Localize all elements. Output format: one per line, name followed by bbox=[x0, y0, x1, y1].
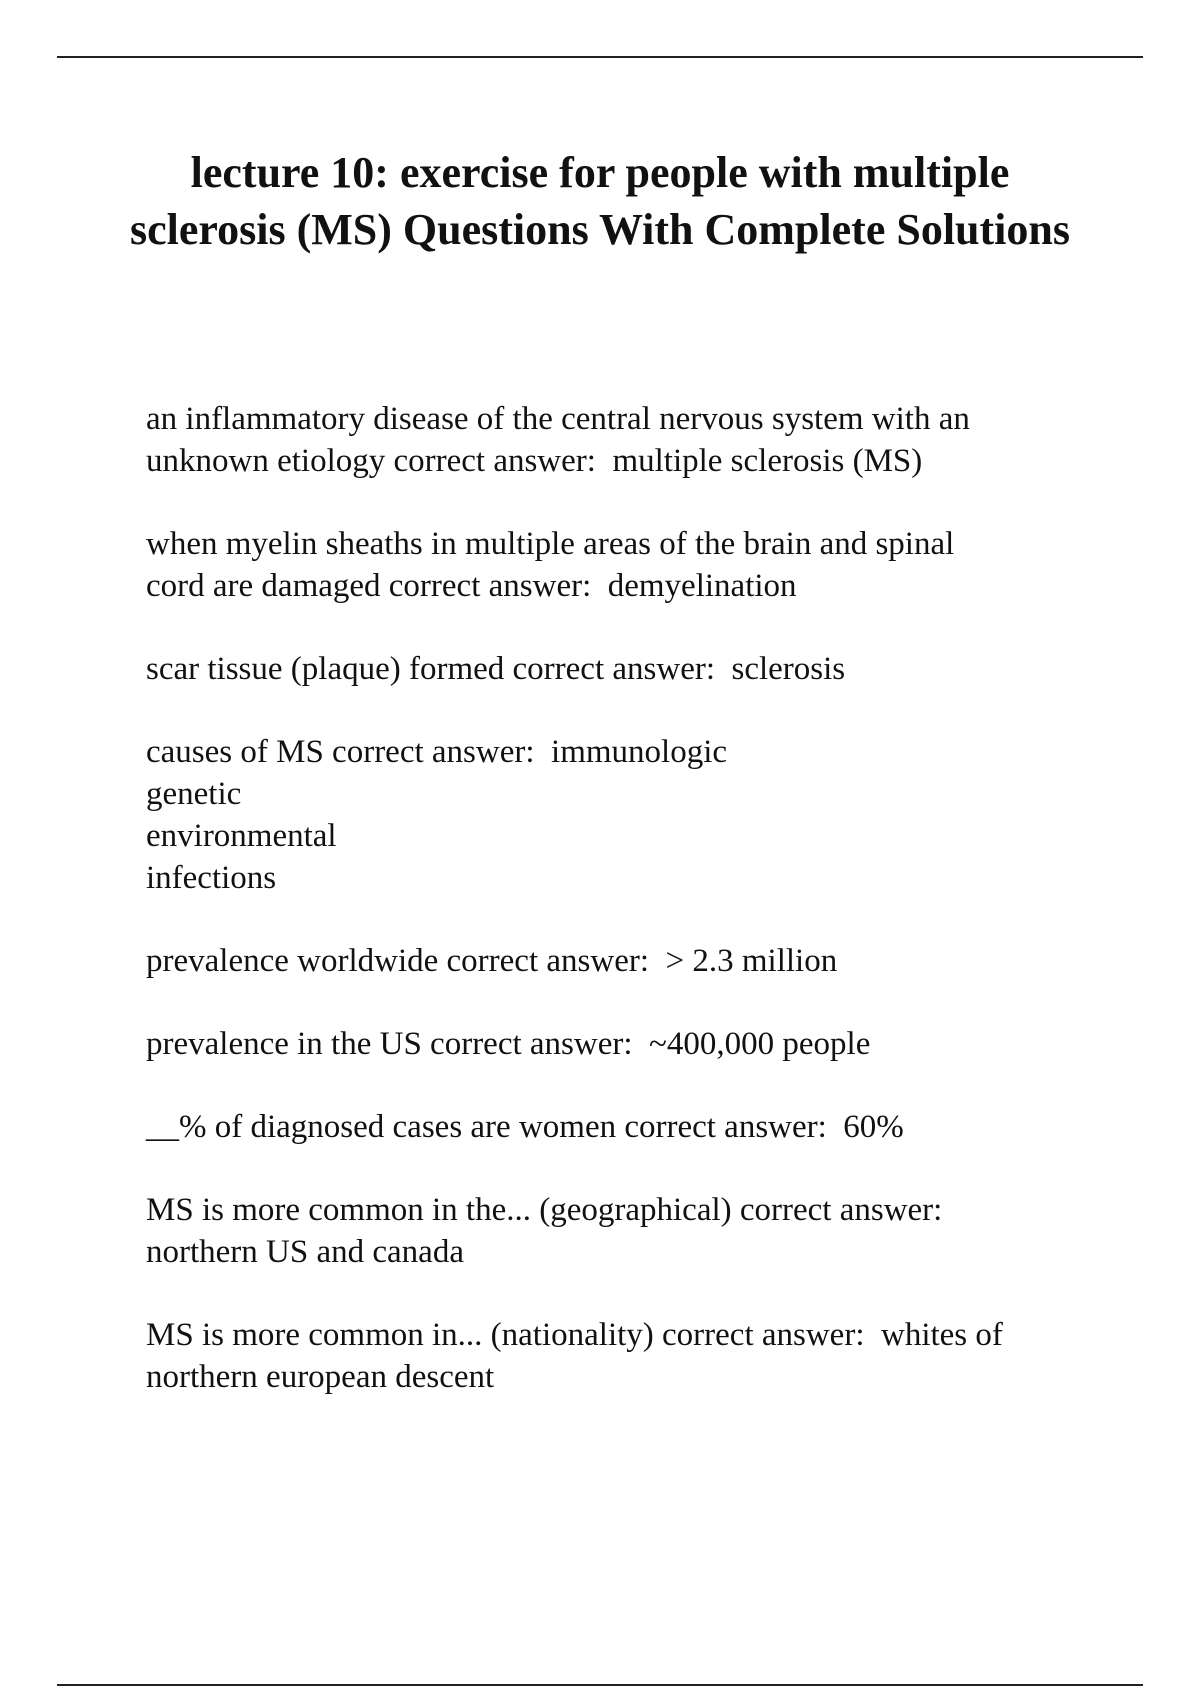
qa-line: infections bbox=[146, 860, 277, 896]
qa-line: unknown etiology correct answer: multiple sclerosis (MS) bbox=[146, 443, 923, 479]
qa-line: prevalence in the US correct answer: ~400,000 people bbox=[146, 1026, 871, 1062]
qa-line: environmental bbox=[146, 818, 337, 854]
qa-line: when myelin sheaths in multiple areas of the brain and spinal bbox=[146, 526, 955, 562]
qa-line: __% of diagnosed cases are women correct answer: 60% bbox=[146, 1109, 904, 1145]
qa-line: prevalence worldwide correct answer: > 2.3 million bbox=[146, 943, 838, 979]
qa-line: northern US and canada bbox=[146, 1234, 464, 1270]
qa-item-4 bbox=[146, 731, 1106, 899]
qa-item-8 bbox=[146, 1189, 1106, 1273]
document-title: lecture 10: exercise for people with multiple sclerosis (MS) Questions With Complete Solutions bbox=[130, 148, 1070, 254]
qa-item-2 bbox=[146, 523, 1106, 607]
qa-item-5 bbox=[146, 940, 1106, 982]
qa-item-7 bbox=[146, 1106, 1106, 1148]
qa-line: genetic bbox=[146, 776, 242, 812]
qa-line: MS is more common in the... (geographical) correct answer: bbox=[146, 1192, 943, 1228]
qa-item-3 bbox=[146, 648, 1106, 690]
qa-item-1 bbox=[146, 398, 1106, 482]
qa-line: MS is more common in... (nationality) correct answer: whites of bbox=[146, 1317, 1003, 1353]
top-divider bbox=[57, 56, 1143, 58]
qa-line: scar tissue (plaque) formed correct answer: sclerosis bbox=[146, 651, 846, 687]
qa-line: cord are damaged correct answer: demyelination bbox=[146, 568, 797, 604]
qa-list bbox=[146, 398, 1106, 1439]
qa-item-9 bbox=[146, 1314, 1106, 1398]
bottom-divider bbox=[57, 1684, 1143, 1686]
qa-line: an inflammatory disease of the central nervous system with an bbox=[146, 401, 970, 437]
qa-item-6 bbox=[146, 1023, 1106, 1065]
qa-line: causes of MS correct answer: immunologic bbox=[146, 734, 728, 770]
qa-line: northern european descent bbox=[146, 1359, 495, 1395]
